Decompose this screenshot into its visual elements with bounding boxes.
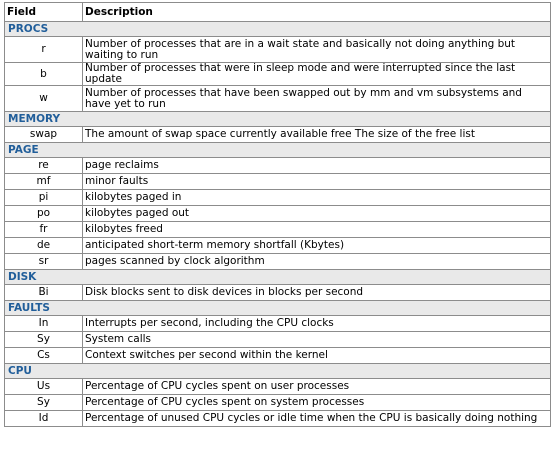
description-cell: pages scanned by clock algorithm [83, 254, 551, 270]
field-cell: swap [5, 127, 83, 143]
field-cell: Cs [5, 348, 83, 364]
description-cell: Number of processes that have been swapped out by mm and vm subsystems and have yet to run [83, 86, 551, 112]
field-cell: po [5, 206, 83, 222]
field-cell: Id [5, 411, 83, 427]
description-cell: minor faults [83, 174, 551, 190]
description-cell: Percentage of unused CPU cycles or idle time when the CPU is basically doing nothing [83, 411, 551, 427]
field-cell: Bi [5, 285, 83, 301]
description-cell: Percentage of CPU cycles spent on system processes [83, 395, 551, 411]
section-title: DISK [5, 270, 551, 285]
field-cell: de [5, 238, 83, 254]
table-row [5, 332, 551, 348]
section-row-disk [5, 270, 551, 285]
section-title: CPU [5, 364, 551, 379]
table-row [5, 348, 551, 364]
description-cell: kilobytes paged out [83, 206, 551, 222]
field-cell: sr [5, 254, 83, 270]
field-cell: mf [5, 174, 83, 190]
table-header-row [5, 3, 551, 22]
description-cell: The amount of swap space currently available free The size of the free list [83, 127, 551, 143]
description-cell: Interrupts per second, including the CPU clocks [83, 316, 551, 332]
section-row-procs [5, 22, 551, 37]
header-description: Description [83, 3, 551, 22]
table-row [5, 158, 551, 174]
field-cell: Sy [5, 332, 83, 348]
table-row [5, 174, 551, 190]
section-title: FAULTS [5, 301, 551, 316]
field-cell: fr [5, 222, 83, 238]
table-row [5, 285, 551, 301]
table-row [5, 316, 551, 332]
field-cell: Sy [5, 395, 83, 411]
section-row-page [5, 143, 551, 158]
table-row [5, 238, 551, 254]
table-row [5, 206, 551, 222]
section-row-memory [5, 112, 551, 127]
section-title: PAGE [5, 143, 551, 158]
description-cell: System calls [83, 332, 551, 348]
table-row [5, 395, 551, 411]
description-cell: page reclaims [83, 158, 551, 174]
description-cell: kilobytes paged in [83, 190, 551, 206]
vmstat-table-container [4, 2, 550, 427]
vmstat-fields-table [4, 2, 551, 427]
description-cell: kilobytes freed [83, 222, 551, 238]
section-title: MEMORY [5, 112, 551, 127]
table-row [5, 254, 551, 270]
field-cell: re [5, 158, 83, 174]
table-row [5, 190, 551, 206]
field-cell: r [5, 37, 83, 63]
field-cell: Us [5, 379, 83, 395]
field-cell: w [5, 86, 83, 112]
description-cell: anticipated short-term memory shortfall (Kbytes) [83, 238, 551, 254]
table-row [5, 411, 551, 427]
field-cell: pi [5, 190, 83, 206]
table-row [5, 63, 551, 86]
table-row [5, 379, 551, 395]
section-row-faults [5, 301, 551, 316]
description-cell: Number of processes that were in sleep mode and were interrupted since the last update [83, 63, 551, 86]
field-cell: In [5, 316, 83, 332]
table-row [5, 37, 551, 63]
table-row [5, 127, 551, 143]
description-cell: Number of processes that are in a wait state and basically not doing anything but waiting to run [83, 37, 551, 63]
table-row [5, 222, 551, 238]
table-body [5, 22, 551, 427]
description-cell: Disk blocks sent to disk devices in blocks per second [83, 285, 551, 301]
header-field: Field [5, 3, 83, 22]
section-row-cpu [5, 364, 551, 379]
description-cell: Context switches per second within the kernel [83, 348, 551, 364]
section-title: PROCS [5, 22, 551, 37]
table-row [5, 86, 551, 112]
description-cell: Percentage of CPU cycles spent on user processes [83, 379, 551, 395]
field-cell: b [5, 63, 83, 86]
